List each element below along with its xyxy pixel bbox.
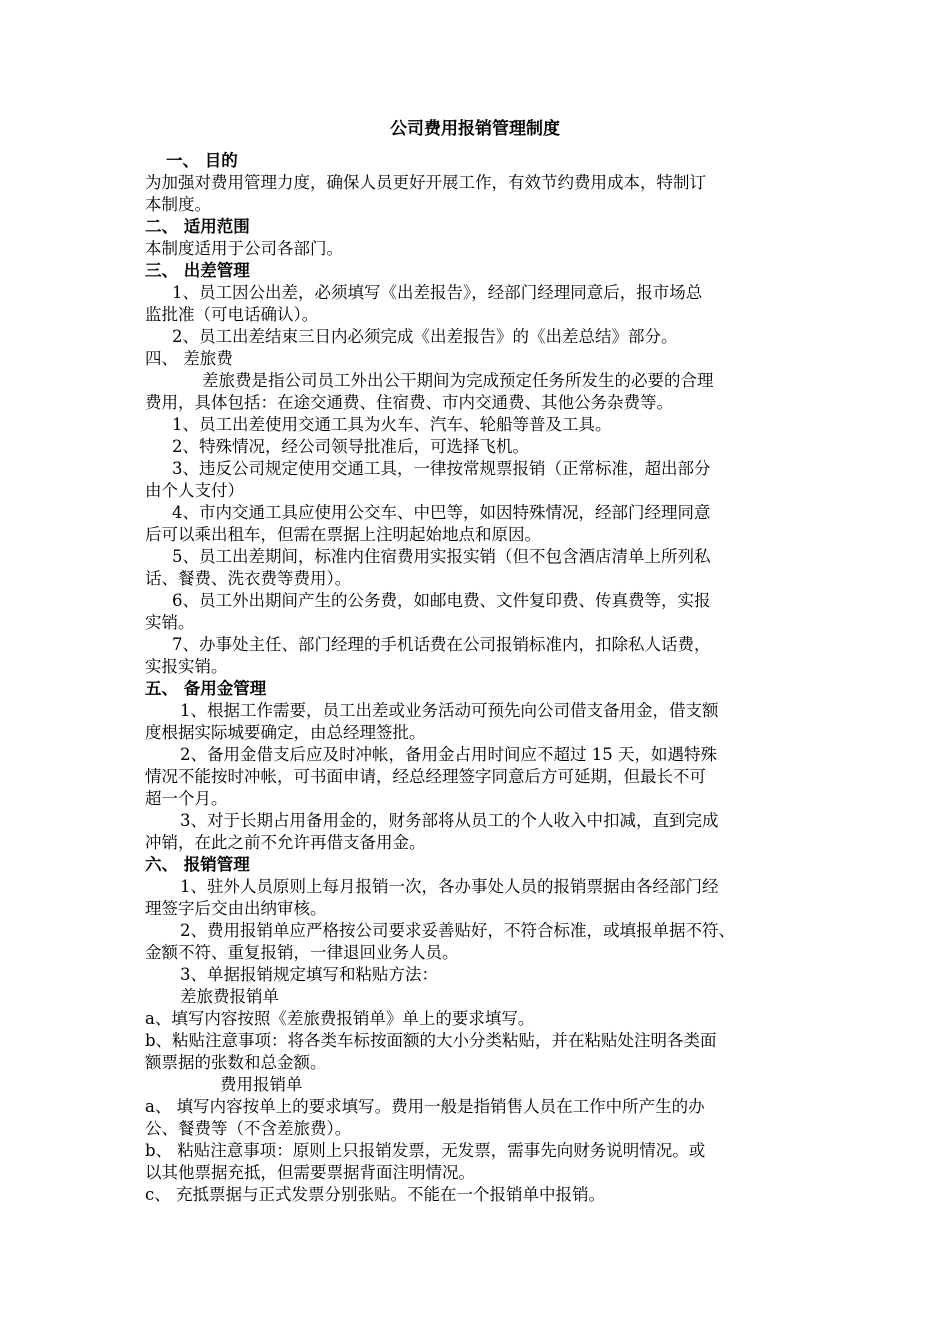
body-line: 实销。: [145, 613, 195, 632]
body-line: 1、员工出差使用交通工具为火车、汽车、轮船等普及工具。: [172, 415, 612, 434]
body-line: 1、根据工作需要，员工出差或业务活动可预先向公司借支备用金，借支额: [180, 701, 719, 720]
body-line: 话、餐费、洗衣费等费用）。: [145, 569, 352, 588]
body-line: 监批准（可电话确认）。: [145, 305, 319, 324]
body-line: 费用，具体包括：在途交通费、住宿费、市内交通费、其他公务杂费等。: [145, 393, 673, 412]
body-line: 后可以乘出租车，但需在票据上注明起始地点和原因。: [145, 525, 541, 544]
body-line: 公、餐费等（不含差旅费）。: [145, 1119, 352, 1138]
body-line: 2、员工出差结束三日内必须完成《出差报告》的《出差总结》部分。: [172, 327, 678, 346]
body-line: 1、驻外人员原则上每月报销一次，各办事处人员的报销票据由各经部门经: [180, 877, 719, 896]
body-line: a、 填写内容按单上的要求填写。费用一般是指销售人员在工作中所产生的办: [145, 1097, 705, 1116]
heading-3-travel: 三、 出差管理: [145, 261, 250, 280]
heading-2-scope: 二、 适用范围: [145, 217, 250, 236]
body-line: 5、员工出差期间，标准内住宿费用实报实销（但不包含酒店清单上所列私: [172, 547, 711, 566]
document-title: 公司费用报销管理制度: [390, 119, 560, 139]
heading-6-reimbursement: 六、 报销管理: [145, 855, 250, 874]
body-line: 7、办事处主任、部门经理的手机话费在公司报销标准内，扣除私人话费，: [172, 635, 711, 654]
body-line: 超一个月。: [145, 789, 228, 808]
subheading-travel-form: 差旅费报销单: [180, 987, 279, 1006]
body-line: 实报实销。: [145, 657, 228, 676]
body-line: 6、员工外出期间产生的公务费，如邮电费、文件复印费、传真费等，实报: [172, 591, 711, 610]
body-line: 情况不能按时冲帐，可书面申请，经总经理签字同意后方可延期，但最长不可: [145, 767, 706, 786]
body-line: 由个人支付）: [145, 481, 244, 500]
body-line: 差旅费是指公司员工外出公干期间为完成预定任务所发生的必要的合理: [202, 371, 714, 390]
body-line: 3、单据报销规定填写和粘贴方法：: [180, 965, 438, 984]
body-line: 3、对于长期占用备用金的，财务部将从员工的个人收入中扣减，直到完成: [180, 811, 719, 830]
body-line: 4、市内交通工具应使用公交车、中巴等，如因特殊情况，经部门经理同意: [172, 503, 711, 522]
body-line: 冲销，在此之前不允许再借支备用金。: [145, 833, 426, 852]
subheading-expense-form: 费用报销单: [220, 1075, 303, 1094]
body-line: 1、员工因公出差，必须填写《出差报告》，经部门经理同意后，报市场总: [172, 283, 703, 302]
body-line: 度根据实际城要确定，由总经理签批。: [145, 723, 426, 742]
heading-1-purpose: 一、 目的: [166, 151, 238, 170]
body-line: b、 粘贴注意事项：原则上只报销发票，无发票，需事先向财务说明情况。或: [145, 1141, 706, 1160]
body-line: 额票据的张数和总金额。: [145, 1053, 327, 1072]
heading-4-expenses: 四、 差旅费: [145, 349, 233, 368]
body-line: b、粘贴注意事项：将各类车标按面额的大小分类粘贴，并在粘贴处注明各类面: [145, 1031, 717, 1050]
body-line: 本制度适用于公司各部门。: [145, 239, 343, 258]
body-line: 2、特殊情况，经公司领导批准后，可选择飞机。: [172, 437, 529, 456]
body-line: 3、违反公司规定使用交通工具，一律按常规票报销（正常标准，超出部分: [172, 459, 711, 478]
body-line: c、 充抵票据与正式发票分别张贴。不能在一个报销单中报销。: [145, 1185, 605, 1204]
body-line: 金额不符、重复报销，一律退回业务人员。: [145, 943, 459, 962]
body-line: 本制度。: [145, 195, 211, 214]
body-line: 为加强对费用管理力度，确保人员更好开展工作，有效节约费用成本，特制订: [145, 173, 706, 192]
body-line: 2、费用报销单应严格按公司要求妥善贴好，不符合标准，或填报单据不符、: [180, 921, 735, 940]
body-line: 2、备用金借支后应及时冲帐，备用金占用时间应不超过 15 天，如遇特殊: [180, 745, 717, 764]
body-line: 以其他票据充抵，但需要票据背面注明情况。: [145, 1163, 475, 1182]
body-line: 理签字后交由出纳审核。: [145, 899, 327, 918]
heading-5-petty-cash: 五、 备用金管理: [145, 679, 267, 698]
body-line: a、填写内容按照《差旅费报销单》单上的要求填写。: [145, 1009, 535, 1028]
